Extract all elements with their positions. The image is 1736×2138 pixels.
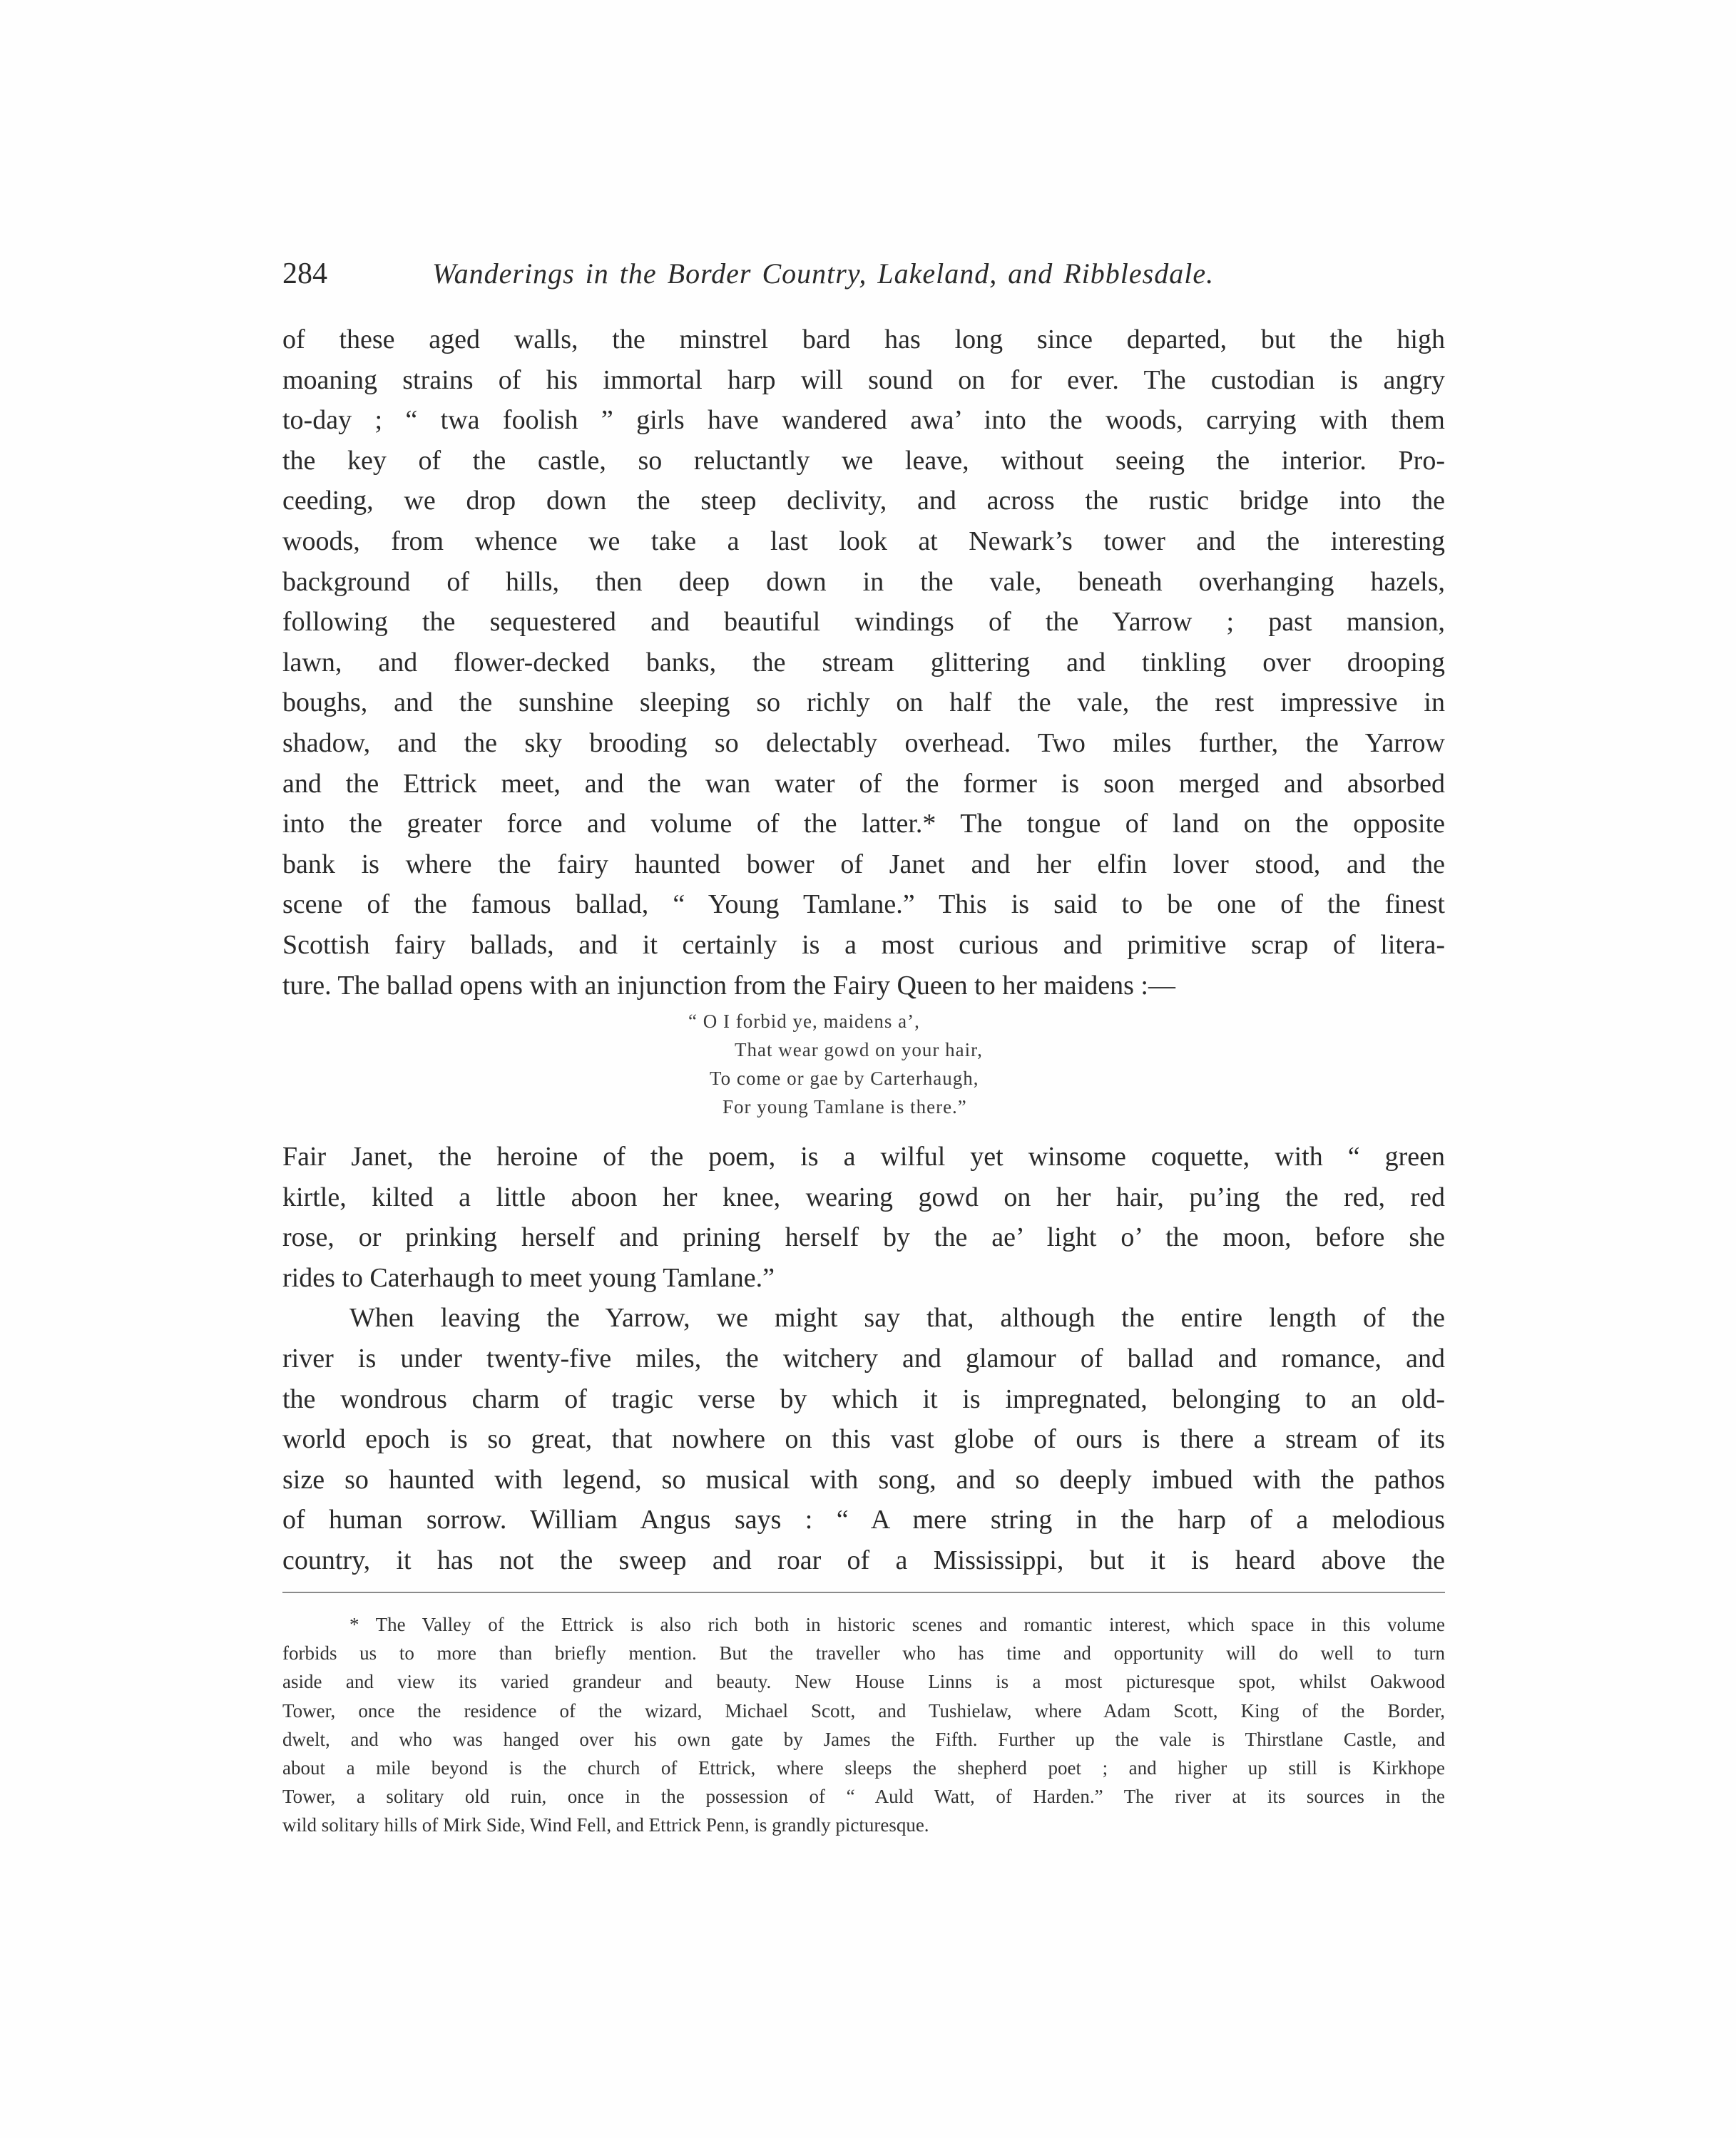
text-line: bank is where the fairy haunted bower of Janet and her elfin lover stood, and the (282, 849, 1445, 879)
text-line: and the Ettrick meet, and the wan water of the former is soon merged and absorbed (282, 768, 1445, 799)
running-title: Wanderings in the Border Country, Lakeland, and Ribblesdale. (432, 257, 1215, 290)
footnote-line: Tower, a solitary old ruin, once in the possession of “ Auld Watt, of Harden.” The river at its sources in the (282, 1786, 1445, 1808)
text-line: When leaving the Yarrow, we might say that, although the entire length of the (349, 1303, 1445, 1334)
footnote-line: Tower, once the residence of the wizard, Michael Scott, and Tushielaw, where Adam Scott, King of the Border, (282, 1699, 1445, 1722)
running-head (282, 257, 1445, 300)
footnote-line: wild solitary hills of Mirk Side, Wind Fell, and Ettrick Penn, is grandly picturesque. (282, 1814, 929, 1836)
text-line: the wondrous charm of tragic verse by which it is impregnated, belonging to an old- (282, 1383, 1445, 1414)
footnote-line: about a mile beyond is the church of Ettrick, where sleeps the shepherd poet ; and higher up still is Kirkhope (282, 1757, 1445, 1779)
text-line: river is under twenty-five miles, the witchery and glamour of ballad and romance, and (282, 1343, 1445, 1374)
page-number: 284 (282, 257, 327, 290)
text-line: country, it has not the sweep and roar of a Mississippi, but it is heard above the (282, 1545, 1445, 1575)
verse-line: For young Tamlane is there.” (723, 1096, 967, 1117)
footnote-divider (282, 1592, 1445, 1593)
text-line: ture. The ballad opens with an injunction from the Fairy Queen to her maidens :— (282, 970, 1175, 1001)
text-line: of these aged walls, the minstrel bard has long since departed, but the high (282, 324, 1445, 354)
text-line: boughs, and the sunshine sleeping so richly on half the vale, the rest impressive in (282, 687, 1445, 718)
text-line: Fair Janet, the heroine of the poem, is a wilful yet winsome coquette, with “ green (282, 1142, 1445, 1172)
body-paragraph-1 (282, 319, 1445, 1006)
text-line: lawn, and flower-decked banks, the stream glittering and tinkling over drooping (282, 647, 1445, 677)
text-line: ceeding, we drop down the steep declivity, and across the rustic bridge into the (282, 486, 1445, 516)
text-line: following the sequestered and beautiful windings of the Yarrow ; past mansion, (282, 607, 1445, 638)
text-line: rose, or prinking herself and prining herself by the ae’ light o’ the moon, before she (282, 1222, 1445, 1253)
text-line: to-day ; “ twa foolish ” girls have wandered awa’ into the woods, carrying with them (282, 405, 1445, 436)
text-line: scene of the famous ballad, “ Young Tamlane.” This is said to be one of the finest (282, 889, 1445, 920)
text-line: moaning strains of his immortal harp will sound on for ever. The custodian is angry (282, 364, 1445, 395)
footnote-line: * The Valley of the Ettrick is also rich both in historic scenes and romantic interest, which space in this volume (349, 1614, 1445, 1635)
text-line: shadow, and the sky brooding so delectably overhead. Two miles further, the Yarrow (282, 727, 1445, 758)
body-paragraphs-2 (282, 1137, 1445, 1581)
ballad-verse (688, 1007, 983, 1121)
text-line: size so haunted with legend, so musical with song, and so deeply imbued with the pathos (282, 1464, 1445, 1495)
text-line: world epoch is so great, that nowhere on this vast globe of ours is there a stream of its (282, 1424, 1445, 1455)
text-line: rides to Caterhaugh to meet young Tamlane.” (282, 1262, 775, 1293)
text-line: background of hills, then deep down in the vale, beneath overhanging hazels, (282, 566, 1445, 597)
footnote (282, 1610, 1445, 1840)
text-line: woods, from whence we take a last look at Newark’s tower and the interesting (282, 526, 1445, 556)
verse-line: That wear gowd on your hair, (735, 1039, 983, 1060)
footnote-line: aside and view its varied grandeur and beauty. New House Linns is a most picturesque spot, whilst Oakwood (282, 1671, 1445, 1693)
text-line: Scottish fairy ballads, and it certainly is a most curious and primitive scrap of litera- (282, 929, 1445, 960)
text-line: of human sorrow. William Angus says : “ A mere string in the harp of a melodious (282, 1505, 1445, 1535)
text-line: the key of the castle, so reluctantly we leave, without seeing the interior. Pro- (282, 445, 1445, 476)
text-line: into the greater force and volume of the latter.* The tongue of land on the opposite (282, 809, 1445, 839)
footnote-line: dwelt, and who was hanged over his own gate by James the Fifth. Further up the vale is Thirstlane Castle, and (282, 1728, 1445, 1750)
verse-line: To come or gae by Carterhaugh, (710, 1068, 979, 1089)
verse-line: “ O I forbid ye, maidens a’, (688, 1011, 920, 1032)
text-line: kirtle, kilted a little aboon her knee, wearing gowd on her hair, pu’ing the red, red (282, 1182, 1445, 1212)
footnote-line: forbids us to more than briefly mention. But the traveller who has time and opportunity will do well to turn (282, 1642, 1445, 1664)
